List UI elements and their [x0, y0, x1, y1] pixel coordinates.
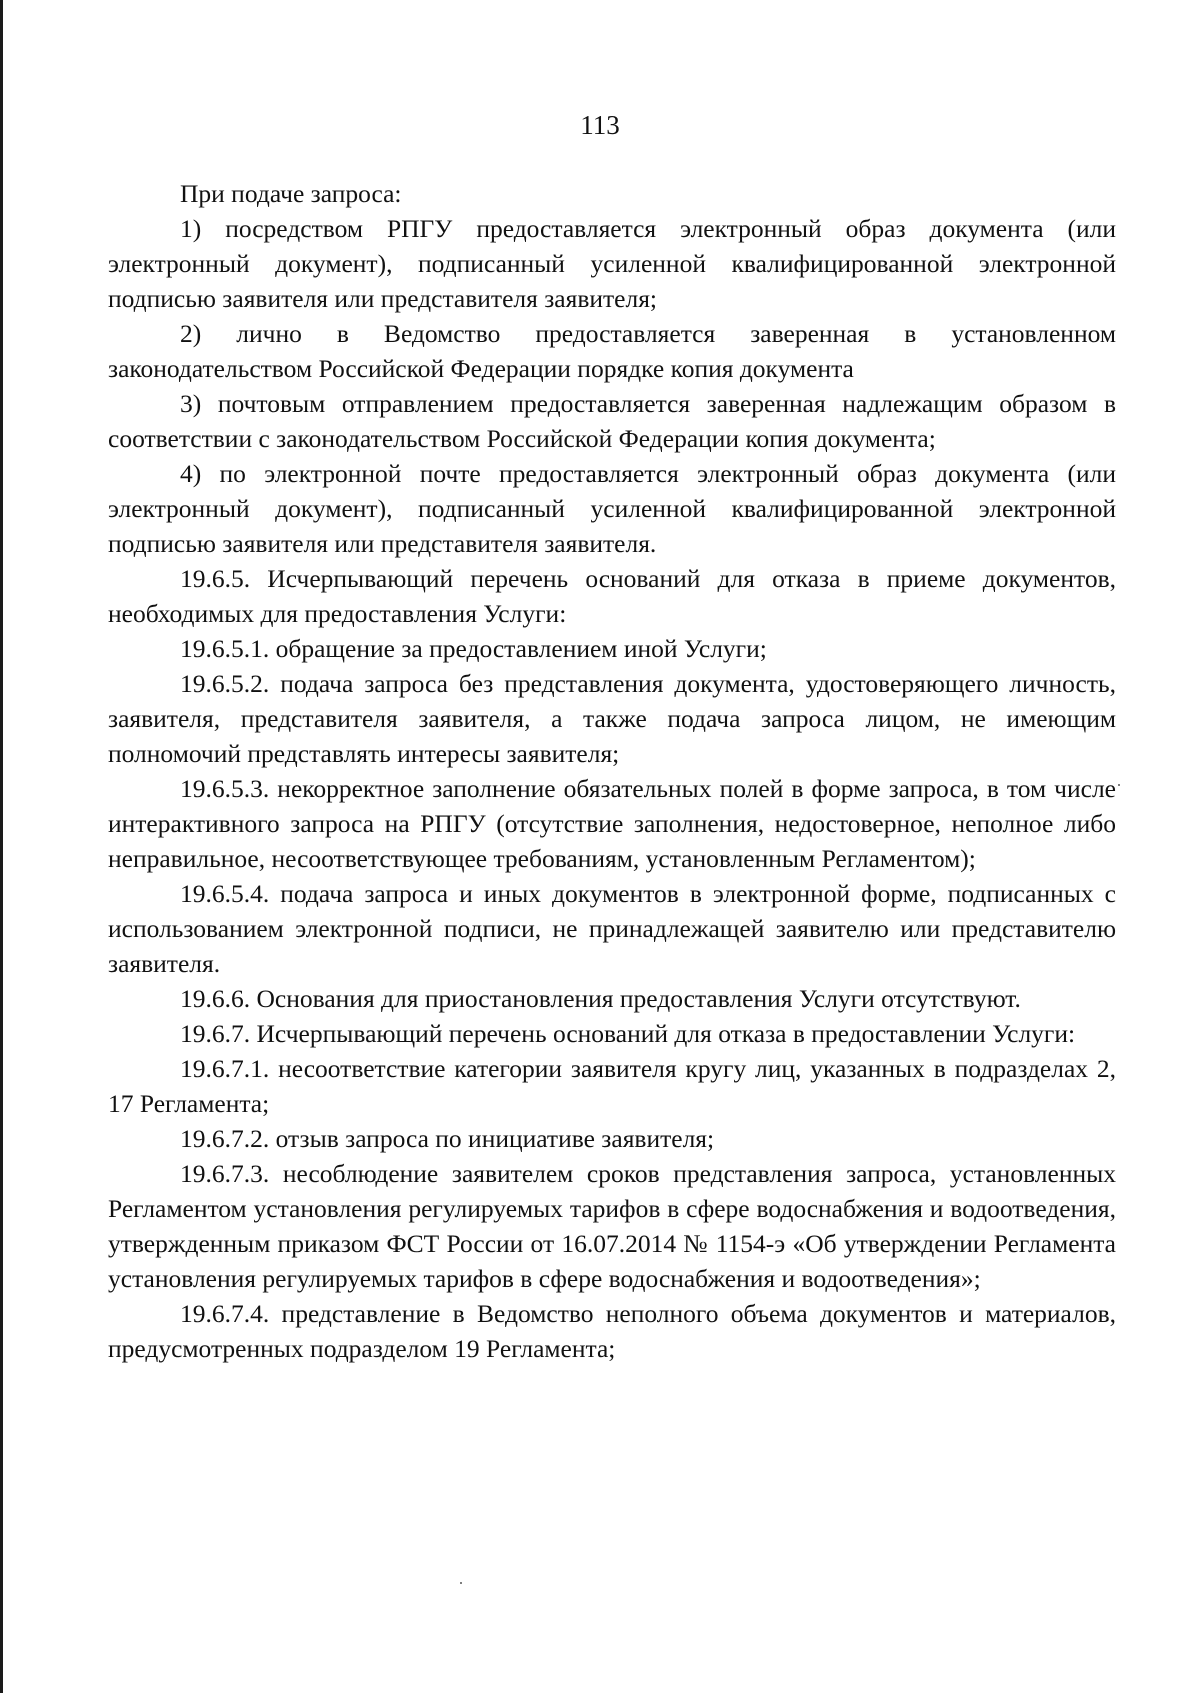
scan-speck: [1118, 784, 1120, 786]
paragraph-19-6-7-4: 19.6.7.4. представление в Ведомство неполного объема документов и материалов, предусмотренных подразделом 19 Регламента;: [108, 1299, 1116, 1363]
page-number: 113: [580, 110, 620, 140]
paragraph-item-4: 4) по электронной почте предоставляется электронный образ документа (или электронный документ), подписанный усиленной квалифицированной электронной подписью заявителя или представителя заявителя.: [108, 459, 1116, 558]
document-body: [108, 176, 1116, 1366]
paragraph-19-6-5-1: 19.6.5.1. обращение за предоставлением иной Услуги;: [180, 634, 767, 663]
paragraph-19-6-5-4: 19.6.5.4. подача запроса и иных документов в электронной форме, подписанных с использованием электронной подписи, не принадлежащей заявителю или представителю заявителя.: [108, 879, 1116, 978]
paragraph-intro: При подаче запроса:: [180, 179, 402, 208]
scan-edge: [0, 0, 3, 1693]
paragraph-19-6-7-1: 19.6.7.1. несоответствие категории заявителя кругу лиц, указанных в подразделах 2, 17 Регламента;: [108, 1054, 1116, 1118]
paragraph-19-6-5-3: 19.6.5.3. некорректное заполнение обязательных полей в форме запроса, в том числе интерактивного запроса на РПГУ (отсутствие заполнения, недостоверное, неполное либо неправильное, несоответствующее требованиям, установленным Регламентом);: [108, 774, 1116, 873]
paragraph-19-6-5-2: 19.6.5.2. подача запроса без представления документа, удостоверяющего личность, заявителя, представителя заявителя, а также подача запроса лицом, не имеющим полномочий представлять интересы заявителя;: [108, 669, 1116, 768]
scan-speck: [460, 1582, 462, 1584]
paragraph-19-6-5: 19.6.5. Исчерпывающий перечень оснований для отказа в приеме документов, необходимых для предоставления Услуги:: [108, 564, 1116, 628]
paragraph-19-6-7: 19.6.7. Исчерпывающий перечень оснований для отказа в предоставлении Услуги:: [180, 1019, 1076, 1048]
paragraph-item-3: 3) почтовым отправлением предоставляется заверенная надлежащим образом в соответствии с законодательством Российской Федерации копия документа;: [108, 389, 1116, 453]
paragraph-item-2: 2) лично в Ведомство предоставляется заверенная в установленном законодательством Российской Федерации порядке копия документа: [108, 319, 1116, 383]
paragraph-19-6-7-2: 19.6.7.2. отзыв запроса по инициативе заявителя;: [180, 1124, 715, 1153]
paragraph-19-6-6: 19.6.6. Основания для приостановления предоставления Услуги отсутствуют.: [180, 984, 1021, 1013]
paragraph-item-1: 1) посредством РПГУ предоставляется электронный образ документа (или электронный документ), подписанный усиленной квалифицированной электронной подписью заявителя или представителя заявителя;: [108, 214, 1116, 313]
paragraph-19-6-7-3: 19.6.7.3. несоблюдение заявителем сроков представления запроса, установленных Регламентом установления регулируемых тарифов в сфере водоснабжения и водоотведения, утвержденным приказом ФСТ России от 16.07.2014 № 1154-э «Об утверждении Регламента установления регулируемых тарифов в сфере водоснабжения и водоотведения»;: [108, 1159, 1116, 1293]
